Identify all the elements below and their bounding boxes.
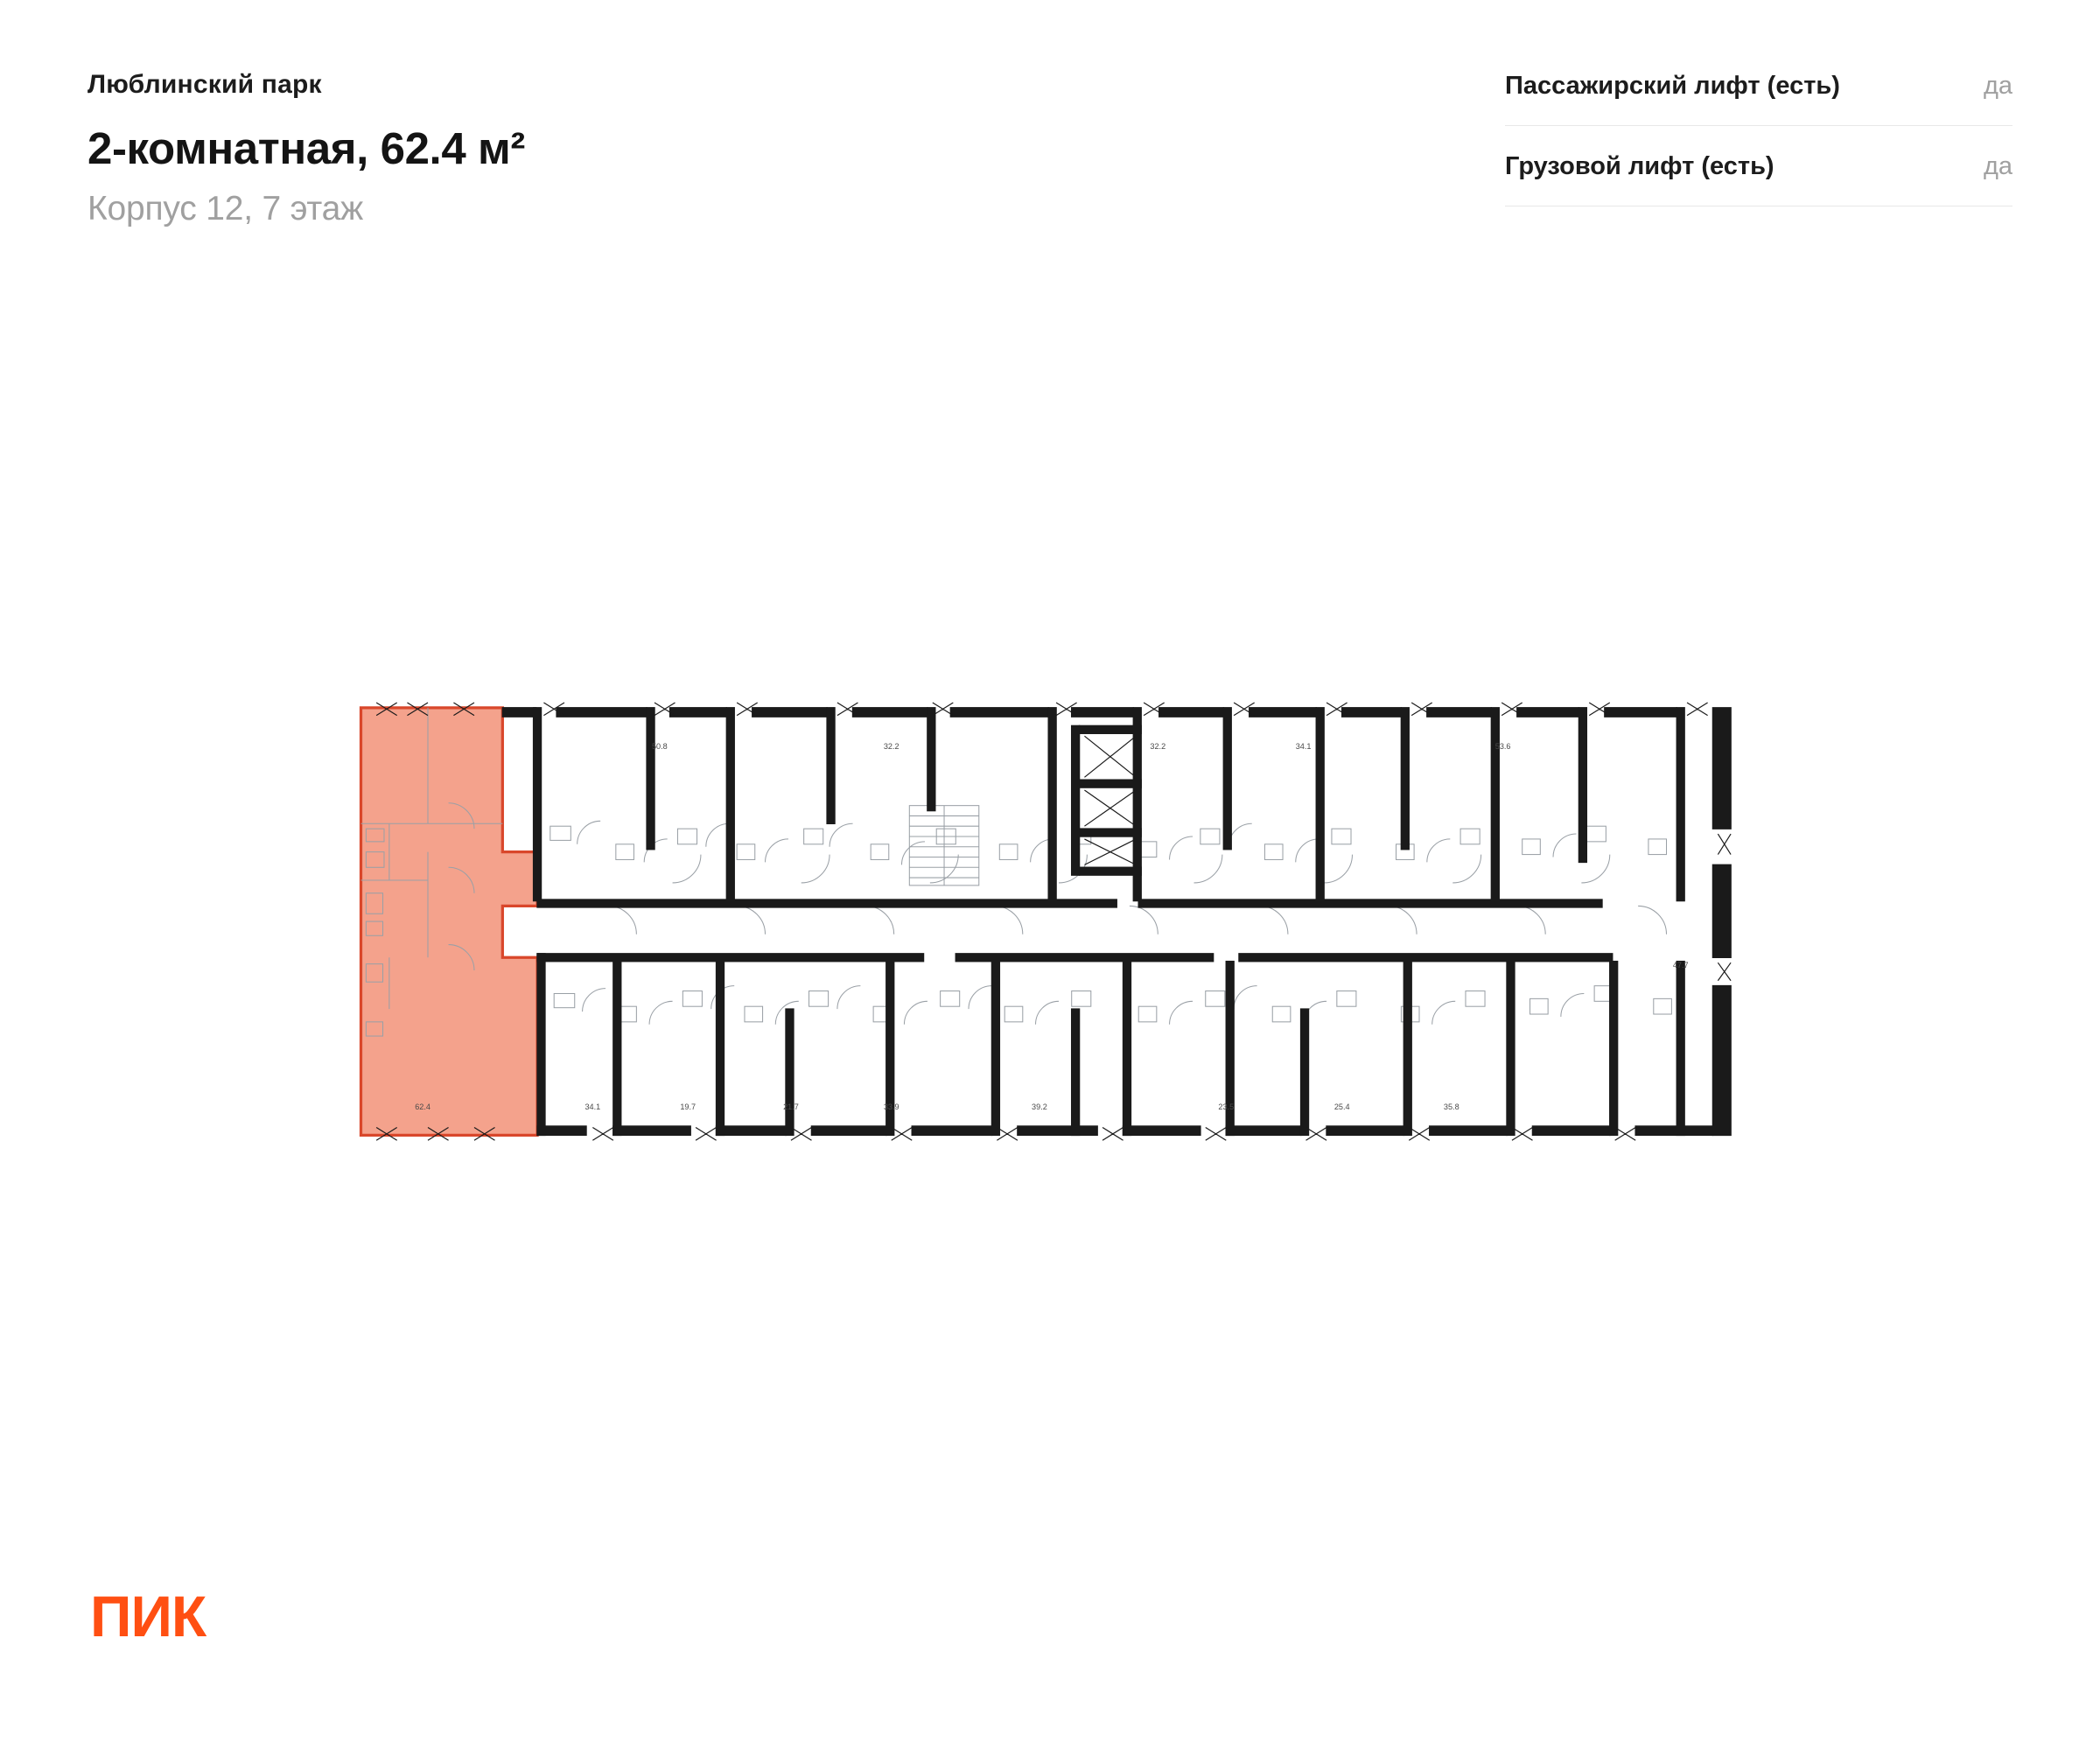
floor-plan bbox=[350, 700, 1768, 1155]
specs-list bbox=[1505, 72, 2012, 233]
area-label: 19.7 bbox=[680, 1102, 696, 1111]
walls-layer bbox=[502, 708, 1731, 1136]
page-title: 2-комнатная, 62.4 м² bbox=[88, 123, 525, 173]
area-label: 21.7 bbox=[783, 1102, 799, 1111]
area-label: 34.1 bbox=[1295, 741, 1312, 751]
area-label: 34.1 bbox=[584, 1102, 601, 1111]
area-label: 39.2 bbox=[1032, 1102, 1047, 1111]
selected-area-label: 62.4 bbox=[415, 1102, 430, 1111]
spec-row-freight-lift bbox=[1505, 152, 2012, 206]
spec-value: да bbox=[1983, 152, 2012, 180]
area-label: 50.8 bbox=[651, 741, 668, 751]
area-label: 32.2 bbox=[883, 741, 900, 751]
lift-shaft-marks bbox=[1084, 736, 1136, 864]
spec-value: да bbox=[1983, 72, 2012, 100]
pik-logo: ПИК bbox=[90, 1584, 206, 1648]
area-label: 23.5 bbox=[1218, 1102, 1235, 1111]
building-floor-subtitle: Корпус 12, 7 этаж bbox=[88, 190, 364, 228]
area-label: 32.2 bbox=[1150, 741, 1166, 751]
fixtures-layer bbox=[360, 708, 1671, 1036]
spec-row-passenger-lift bbox=[1505, 72, 2012, 126]
area-label: 35.8 bbox=[1443, 1102, 1460, 1111]
selected-apartment-outline bbox=[360, 708, 537, 1136]
project-name: Люблинский парк bbox=[88, 70, 322, 99]
header bbox=[88, 70, 962, 228]
area-label: 47.7 bbox=[1672, 961, 1689, 970]
spec-label: Грузовой лифт (есть) bbox=[1505, 152, 1774, 180]
floor-plan-svg bbox=[350, 700, 1768, 1151]
area-label: 33.9 bbox=[883, 1102, 900, 1111]
area-label: 53.6 bbox=[1494, 741, 1511, 751]
area-label: 25.4 bbox=[1334, 1102, 1350, 1111]
spec-label: Пассажирский лифт (есть) bbox=[1505, 72, 1840, 100]
selected-apartment[interactable] bbox=[360, 708, 537, 1136]
